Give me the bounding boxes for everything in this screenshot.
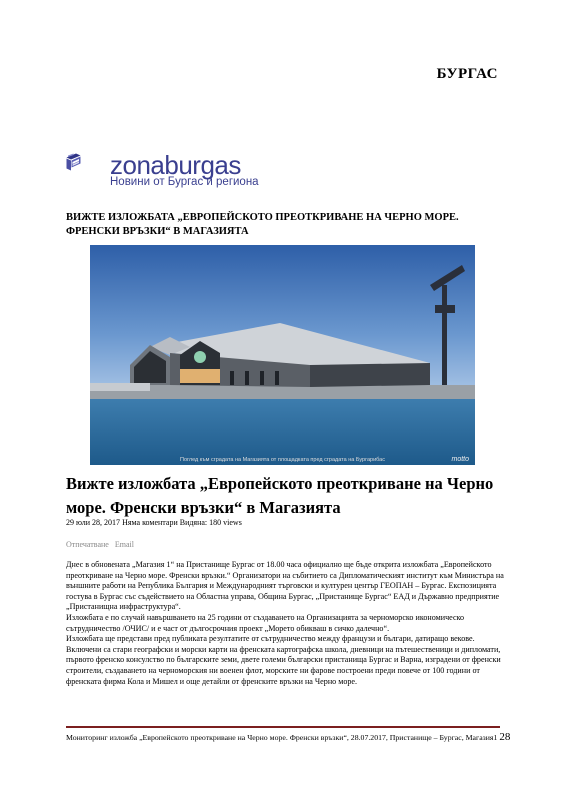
photo-caption: Поглед към сградата на Магазията от площадката пред сградата на Бургарибас xyxy=(180,457,385,463)
email-link[interactable]: Email xyxy=(114,540,134,549)
article-paragraph: Изложбата е по случай навършването на 25 години от създаването на Организацията за черноморско икономическо сътрудничество /ОЧИС/ и е част от дългосрочния проект „Морето обикваш в сичко далечно“. xyxy=(66,612,465,633)
article-meta xyxy=(66,518,244,527)
share-actions xyxy=(66,540,140,549)
print-link[interactable]: Отпечатване xyxy=(66,540,109,549)
article-comments: Няма коментари xyxy=(122,518,178,527)
article-views: Видяна: 180 views xyxy=(179,518,242,527)
article-photo xyxy=(90,245,475,465)
page-number: 28 xyxy=(499,731,511,743)
footer-text: Мониторинг изложба „Европейското преоткриване на Черно море. Френски връзки“, 28.07.2017, Пристанище – Бургас, Магазия1 xyxy=(66,733,498,742)
article-paragraph: Изложбата ще представи пред публиката резултатите от сътрудничество между французи и българи, датиращо векове. Включени са стари географски и морски карти на френската картографска школа, дневници на пътешественици и дипломати, първото френско консулство по българските земи, двете големи български пристанища Бургас и Варна, изградени от френски строители, създаването на черноморския ни военен флот, морските ни фарове построени преди повече от 100 години от френската фирма Кола и Мишел и още детайли от френските връзки на Черно море. xyxy=(66,634,501,686)
article-headline-caps: ВИЖТЕ ИЗЛОЖБАТА „ЕВРОПЕЙСКОТО ПРЕОТКРИВАНЕ НА ЧЕРНО МОРЕ. ФРЕНСКИ ВРЪЗКИ“ В МАГАЗИЯТА xyxy=(66,212,459,237)
footer-divider xyxy=(66,726,500,728)
page-footer xyxy=(66,731,511,743)
article-paragraph: Днес в обновената „Магазия 1“ на Пристанище Бургас от 18.00 часа официално ще бъде открита изложбата „Европейското преоткриване на Черно море. Френски връзки.“ Организатори на събитието са Дипломатическият институт към Министъра на външните работи на Република България и Международният търговски и културен център ГЕОПАН – Бургас. Експозицията гостува в Бургас със съдействието на Областна управа, Община Бургас, „Пристанище Бургас“ ЕАД и Държавно предприятие „Пристанищна инфраструктура“. xyxy=(66,560,504,612)
region-label: БУРГАС xyxy=(436,66,498,82)
zonaburgas-logo-icon xyxy=(67,154,81,171)
article-title: Вижте изложбата „Европейското преоткриване на Черно море. Френски връзки“ в Магазията xyxy=(66,474,494,517)
article-body xyxy=(66,560,506,687)
article-date: 29 юли 28, 2017 xyxy=(66,518,121,527)
warehouse-illustration xyxy=(90,245,475,465)
logo-tagline: Новини от Бургас и региона xyxy=(110,176,259,188)
logo-brand-name: zonaburgas xyxy=(110,150,241,180)
photo-credit: motto xyxy=(451,456,469,463)
